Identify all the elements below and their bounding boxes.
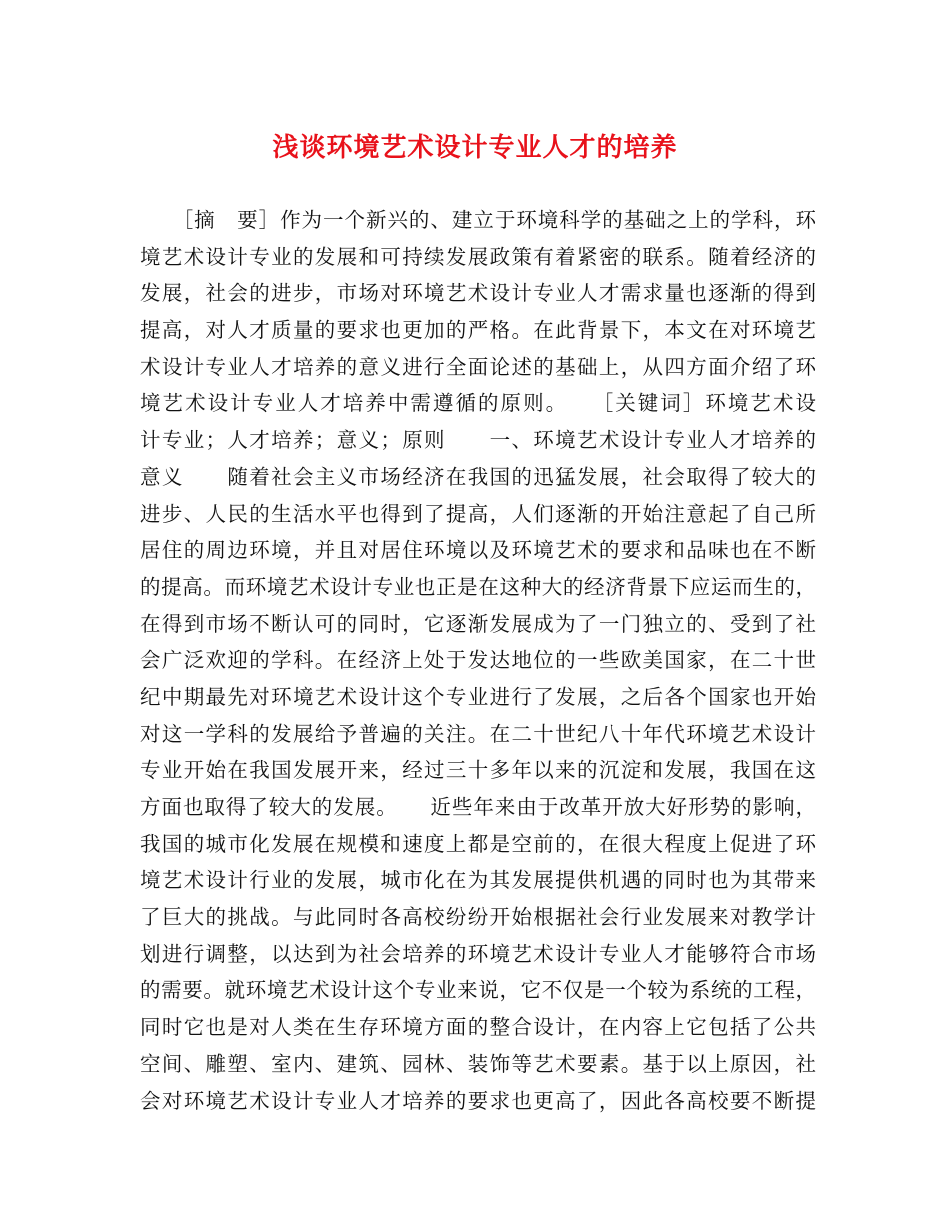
article-body (140, 202, 816, 1119)
body-line: 划进行调整，以达到为社会培养的环境艺术设计专业人才能够符合市场 (140, 941, 816, 966)
body-line: 居住的周边环境，并且对居住环境以及环境艺术的要求和品味也在不断 (140, 538, 816, 563)
body-line: ［摘 要］作为一个新兴的、建立于环境科学的基础之上的学科，环 (140, 208, 816, 232)
body-line: 空间、雕塑、室内、建筑、园林、装饰等艺术要素。基于以上原因，社 (140, 1051, 816, 1076)
body-line: 境艺术设计专业人才培养中需遵循的原则。 ［关键词］环境艺术设 (140, 391, 816, 416)
body-line: 进步、人民的生活水平也得到了提高，人们逐渐的开始注意起了自己所 (140, 501, 816, 526)
body-line: 纪中期最先对环境艺术设计这个专业进行了发展，之后各个国家也开始 (140, 684, 816, 709)
page-title: 浅谈环境艺术设计专业人才的培养 (272, 133, 678, 163)
body-line: 意义 随着社会主义市场经济在我国的迅猛发展，社会取得了较大的 (140, 464, 816, 489)
body-line: 计专业；人才培养；意义；原则 一、环境艺术设计专业人才培养的 (140, 428, 816, 453)
body-line: 术设计专业人才培养的意义进行全面论述的基础上，从四方面介绍了环 (140, 354, 816, 379)
body-line: 的提高。而环境艺术设计专业也正是在这种大的经济背景下应运而生的， (140, 574, 816, 599)
body-line: 境艺术设计行业的发展，城市化在为其发展提供机遇的同时也为其带来 (140, 868, 816, 893)
body-line: 境艺术设计专业的发展和可持续发展政策有着紧密的联系。随着经济的 (140, 244, 816, 269)
body-line: 同时它也是对人类在生存环境方面的整合设计，在内容上它包括了公共 (140, 1015, 816, 1040)
body-line: 提高，对人才质量的要求也更加的严格。在此背景下，本文在对环境艺 (140, 318, 816, 343)
body-line: 的需要。就环境艺术设计这个专业来说，它不仅是一个较为系统的工程， (140, 978, 816, 1003)
body-line: 了巨大的挑战。与此同时各高校纷纷开始根据社会行业发展来对教学计 (140, 905, 816, 930)
body-line: 我国的城市化发展在规模和速度上都是空前的，在很大程度上促进了环 (140, 831, 816, 856)
body-line: 在得到市场不断认可的同时，它逐渐发展成为了一门独立的、受到了社 (140, 611, 816, 636)
body-line: 会广泛欢迎的学科。在经济上处于发达地位的一些欧美国家，在二十世 (140, 648, 816, 673)
body-line: 对这一学科的发展给予普遍的关注。在二十世纪八十年代环境艺术设计 (140, 721, 816, 746)
body-line: 专业开始在我国发展开来，经过三十多年以来的沉淀和发展，我国在这 (140, 758, 816, 783)
body-line: 方面也取得了较大的发展。 近些年来由于改革开放大好形势的影响， (140, 795, 816, 819)
body-line: 会对环境艺术设计专业人才培养的要求也更高了，因此各高校要不断提 (140, 1088, 816, 1113)
body-line: 发展，社会的进步，市场对环境艺术设计专业人才需求量也逐渐的得到 (140, 281, 816, 306)
